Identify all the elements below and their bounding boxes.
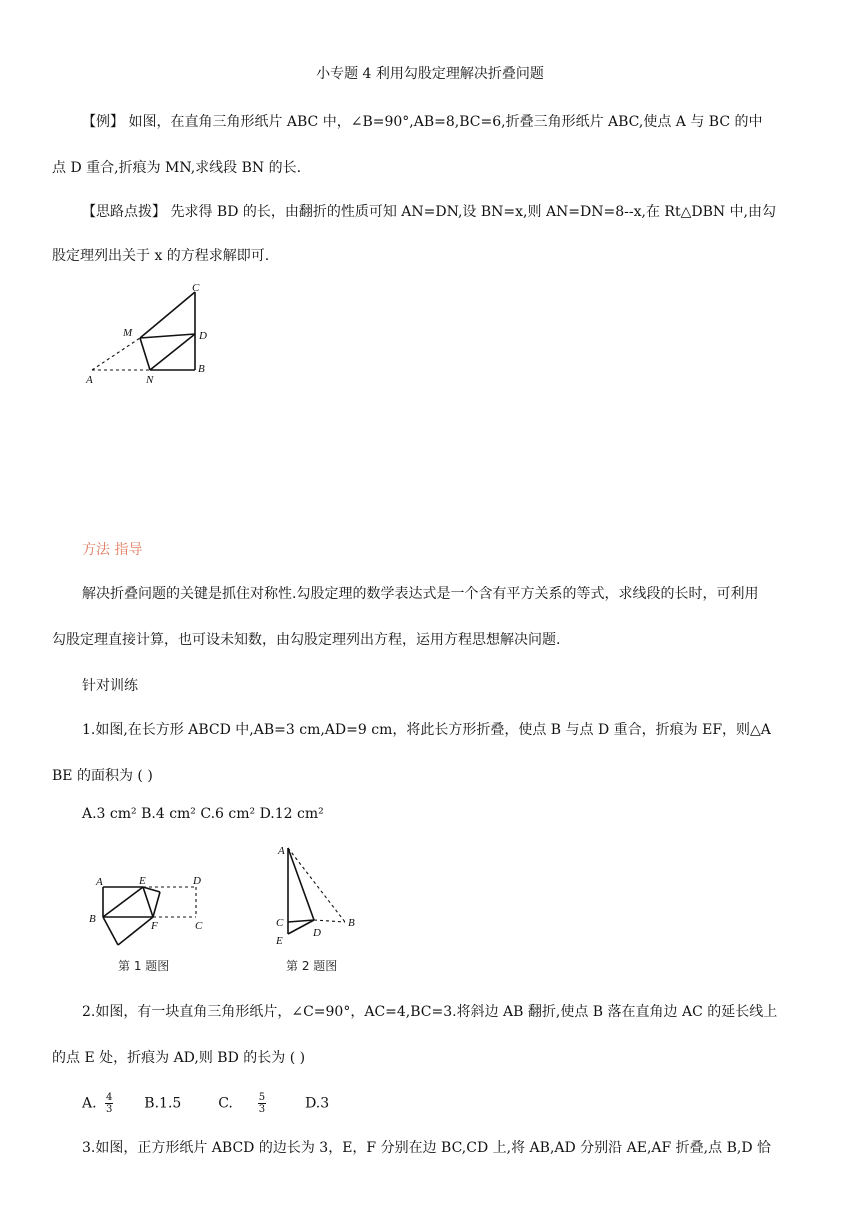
fig2-caption: 第 2 题图 — [286, 959, 338, 973]
q2-option-d: D.3 — [305, 1095, 330, 1112]
q3-text-line-1: 3.如图，正方形纸片 ABCD 的边长为 3，E，F 分别在边 BC,CD 上,将 AB,AD 分别沿 AE,AF 折叠,点 B,D 恰 — [82, 1140, 771, 1156]
q2-option-c-fraction: $\frac{5}{3}$ — [258, 1092, 266, 1115]
fig2-label-A: A — [278, 845, 285, 857]
label-B: B — [198, 363, 205, 375]
fig2-label-B: B — [348, 917, 355, 929]
q2-text-line-1: 2.如图，有一块直角三角形纸片，∠C=90°，AC=4,BC=3.将斜边 AB 翻折,使点 B 落在直角边 AC 的延长线上 — [82, 1004, 778, 1020]
q2-option-b: B.1.5 — [144, 1095, 182, 1112]
fig1-label-E: E — [139, 875, 146, 887]
method-text-line-2: 勾股定理直接计算，也可设未知数，由勾股定理列出方程，运用方程思想解决问题. — [52, 632, 561, 648]
fig2-label-D: D — [313, 927, 321, 939]
figure-1 — [88, 850, 228, 975]
figure-2 — [270, 836, 380, 976]
page-title: 小专题 4 利用勾股定理解决折叠问题 — [316, 66, 544, 82]
label-N: N — [146, 374, 154, 386]
q1-options: A.3 cm² B.4 cm² C.6 cm² D.12 cm² — [82, 806, 324, 822]
q1-text-line-1: 1.如图,在长方形 ABCD 中,AB=3 cm,AD=9 cm，将此长方形折叠，使点 B 与点 D 重合，折痕为 EF，则△A — [82, 722, 771, 738]
label-C: C — [192, 282, 200, 294]
fig1-label-D: D — [193, 875, 201, 887]
label-D: D — [199, 330, 207, 342]
method-heading: 方法 指导 — [82, 542, 143, 558]
q2-options — [82, 1092, 329, 1115]
fig2-label-C: C — [276, 917, 284, 929]
q1-text-line-2: BE 的面积为 ( ) — [52, 768, 153, 784]
training-heading: 针对训练 — [82, 678, 138, 694]
q2-option-a-fraction: $\frac{4}{3}$ — [106, 1092, 113, 1115]
q2-text-line-2: 的点 E 处，折痕为 AD,则 BD 的长为 ( ) — [52, 1050, 306, 1066]
example-text-line-2: 点 D 重合,折痕为 MN,求线段 BN 的长. — [52, 160, 302, 176]
method-text-line-1: 解决折叠问题的关键是抓住对称性.勾股定理的数学表达式是一个含有平方关系的等式，求线段的长时，可利用 — [82, 586, 759, 602]
q2-option-a: A. — [82, 1095, 97, 1112]
fig1-label-B: B — [89, 913, 96, 925]
fig2-label-E: E — [276, 935, 283, 947]
label-A: A — [86, 374, 93, 386]
fig1-caption: 第 1 题图 — [118, 959, 170, 973]
label-M: M — [123, 327, 133, 339]
hint-text-line-2: 股定理列出关于 x 的方程求解即可. — [52, 248, 270, 264]
example-figure — [80, 280, 220, 395]
hint-text-line-1: 【思路点拨】 先求得 BD 的长，由翻折的性质可知 AN=DN,设 BN=x,则 AN=DN=8--x,在 Rt△DBN 中,由勾 — [82, 204, 777, 220]
fig1-label-F: F — [151, 920, 158, 932]
example-text-line-1: 【例】 如图，在直角三角形纸片 ABC 中，∠B=90°,AB=8,BC=6,折叠三角形纸片 ABC,使点 A 与 BC 的中 — [82, 114, 763, 130]
fig1-label-A: A — [96, 876, 103, 888]
fig1-label-C: C — [195, 920, 203, 932]
q2-option-c: C. — [218, 1095, 233, 1112]
